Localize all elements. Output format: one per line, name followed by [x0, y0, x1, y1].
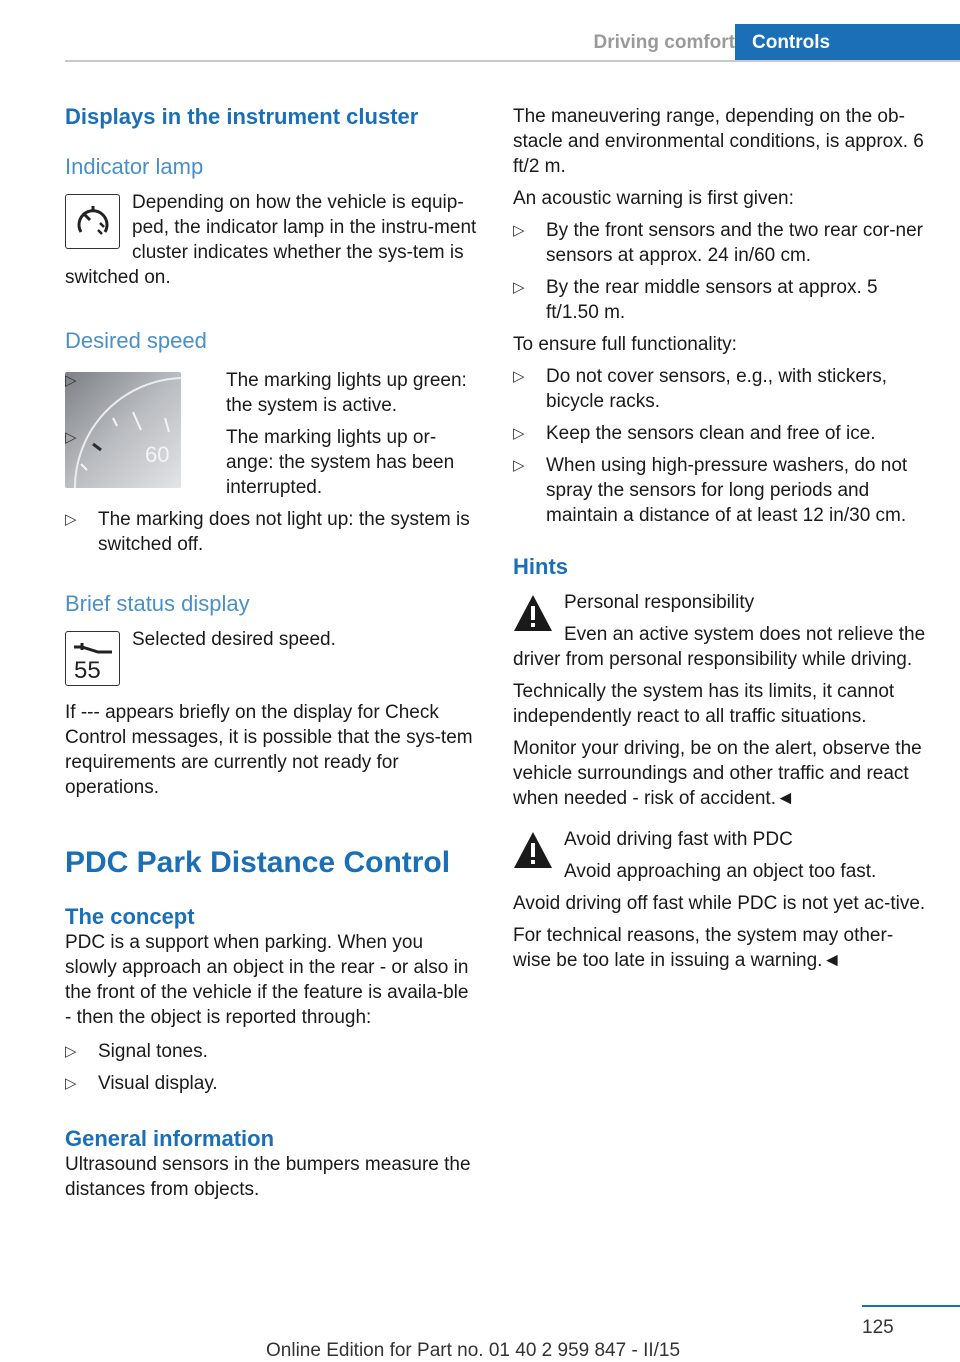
hints-section	[513, 554, 928, 980]
list-item: ▷ The marking lights up or‐ange: the system has been interrupted.	[65, 425, 480, 500]
general-info-section	[65, 1126, 480, 1209]
header-section-title: Driving comfort	[593, 32, 735, 53]
speed-control-icon	[65, 194, 120, 249]
list-item: ▷ Visual display.	[65, 1071, 480, 1096]
list-item: ▷ The marking lights up green: the system is active.	[65, 368, 480, 418]
brief-status-icon	[65, 631, 120, 686]
concept-text: PDC is a support when parking. When you slowly approach an object in the rear - or also in the front of the vehicle if the feature is availa‐ble - then the object is reported through:	[65, 932, 469, 1028]
indicator-heading: Indicator lamp	[65, 154, 204, 179]
list-item: ▷ When using high-pressure washers, do not spray the sensors for long periods and maintain a distance of at least 12 in/30 cm.	[513, 453, 928, 528]
list-item: ▷ By the rear middle sensors at approx. 5 ft/1.50 m.	[513, 275, 928, 325]
concept-section	[65, 904, 480, 1103]
functionality-list	[513, 364, 928, 528]
hints-heading: Hints	[513, 554, 568, 579]
general-info-heading: General information	[65, 1126, 275, 1151]
header-chapter-tab: Controls	[735, 24, 960, 62]
desired-speed-section	[65, 328, 480, 564]
hint1-paragraph-2: Technically the system has its limits, it cannot independently react to all traffic situations.	[513, 681, 895, 727]
footer-divider	[862, 1305, 960, 1307]
pdc-heading: PDC Park Distance Control	[65, 846, 451, 879]
hint2-paragraph-3: For technical reasons, the system may other‐wise be too late in issuing a warning.◄	[513, 925, 894, 971]
list-item: ▷ The marking does not light up: the system is switched off.	[65, 507, 480, 557]
brief-status-section	[65, 591, 480, 807]
list-item: ▷ Keep the sensors clean and free of ice.	[513, 421, 928, 446]
brief-status-heading: Brief status display	[65, 591, 250, 616]
speed-value-60: 60	[145, 442, 170, 467]
warning-list	[513, 218, 928, 325]
warning-triangle-icon	[513, 830, 553, 870]
concept-list	[65, 1039, 480, 1096]
list-item: ▷ Signal tones.	[65, 1039, 480, 1064]
warning-triangle-icon	[513, 593, 553, 633]
brief-status-note: If --- appears briefly on the display for Check Control messages, it is possible that the sys‐tem requirements are currently not ready for operations.	[65, 702, 473, 798]
concept-heading: The concept	[65, 904, 195, 929]
hint1-text: Even an active system does not relieve the driver from personal responsibility while driving.	[513, 624, 926, 670]
edition-line: Online Edition for Part no. 01 40 2 959 847 - II/15	[266, 1340, 681, 1361]
general-info-text: Ultrasound sensors in the bumpers measure the distances from objects.	[65, 1154, 471, 1200]
brief-status-text: Selected desired speed.	[132, 629, 336, 650]
desired-speed-heading: Desired speed	[65, 328, 207, 353]
hint1-title: Personal responsibility	[564, 592, 755, 613]
page-number: 125	[862, 1317, 894, 1338]
header-divider	[65, 60, 960, 62]
range-section	[513, 104, 928, 535]
hint2-title: Avoid driving fast with PDC	[564, 829, 793, 850]
list-item: ▷ Do not cover sensors, e.g., with stickers, bicycle racks.	[513, 364, 928, 414]
range-text: The maneuvering range, depending on the ob‐stacle and environmental conditions, is approx. 6 ft/2 m.	[513, 106, 924, 177]
page-header	[65, 0, 960, 62]
list-item: ▷ By the front sensors and the two rear cor‐ner sensors at approx. 24 in/60 cm.	[513, 218, 928, 268]
indicator-text: Depending on how the vehicle is equip‐ped, the indicator lamp in the instru‐ment cluster indicates whether the sys‐tem is switched on.	[65, 192, 477, 288]
warning-intro: An acoustic warning is first given:	[513, 188, 794, 209]
functionality-intro: To ensure full functionality:	[513, 334, 737, 355]
hint2-paragraph-2: Avoid driving off fast while PDC is not yet ac‐tive.	[513, 893, 926, 914]
brief-status-value: 55	[73, 656, 101, 684]
hint2-text: Avoid approaching an object too fast.	[564, 861, 877, 882]
desired-speed-list	[65, 368, 480, 557]
displays-heading: Displays in the instrument cluster	[65, 104, 419, 129]
indicator-section	[65, 154, 480, 297]
hint1-paragraph-3: Monitor your driving, be on the alert, observe the vehicle surroundings and other traffic and react when needed - risk of accident.◄	[513, 738, 922, 809]
